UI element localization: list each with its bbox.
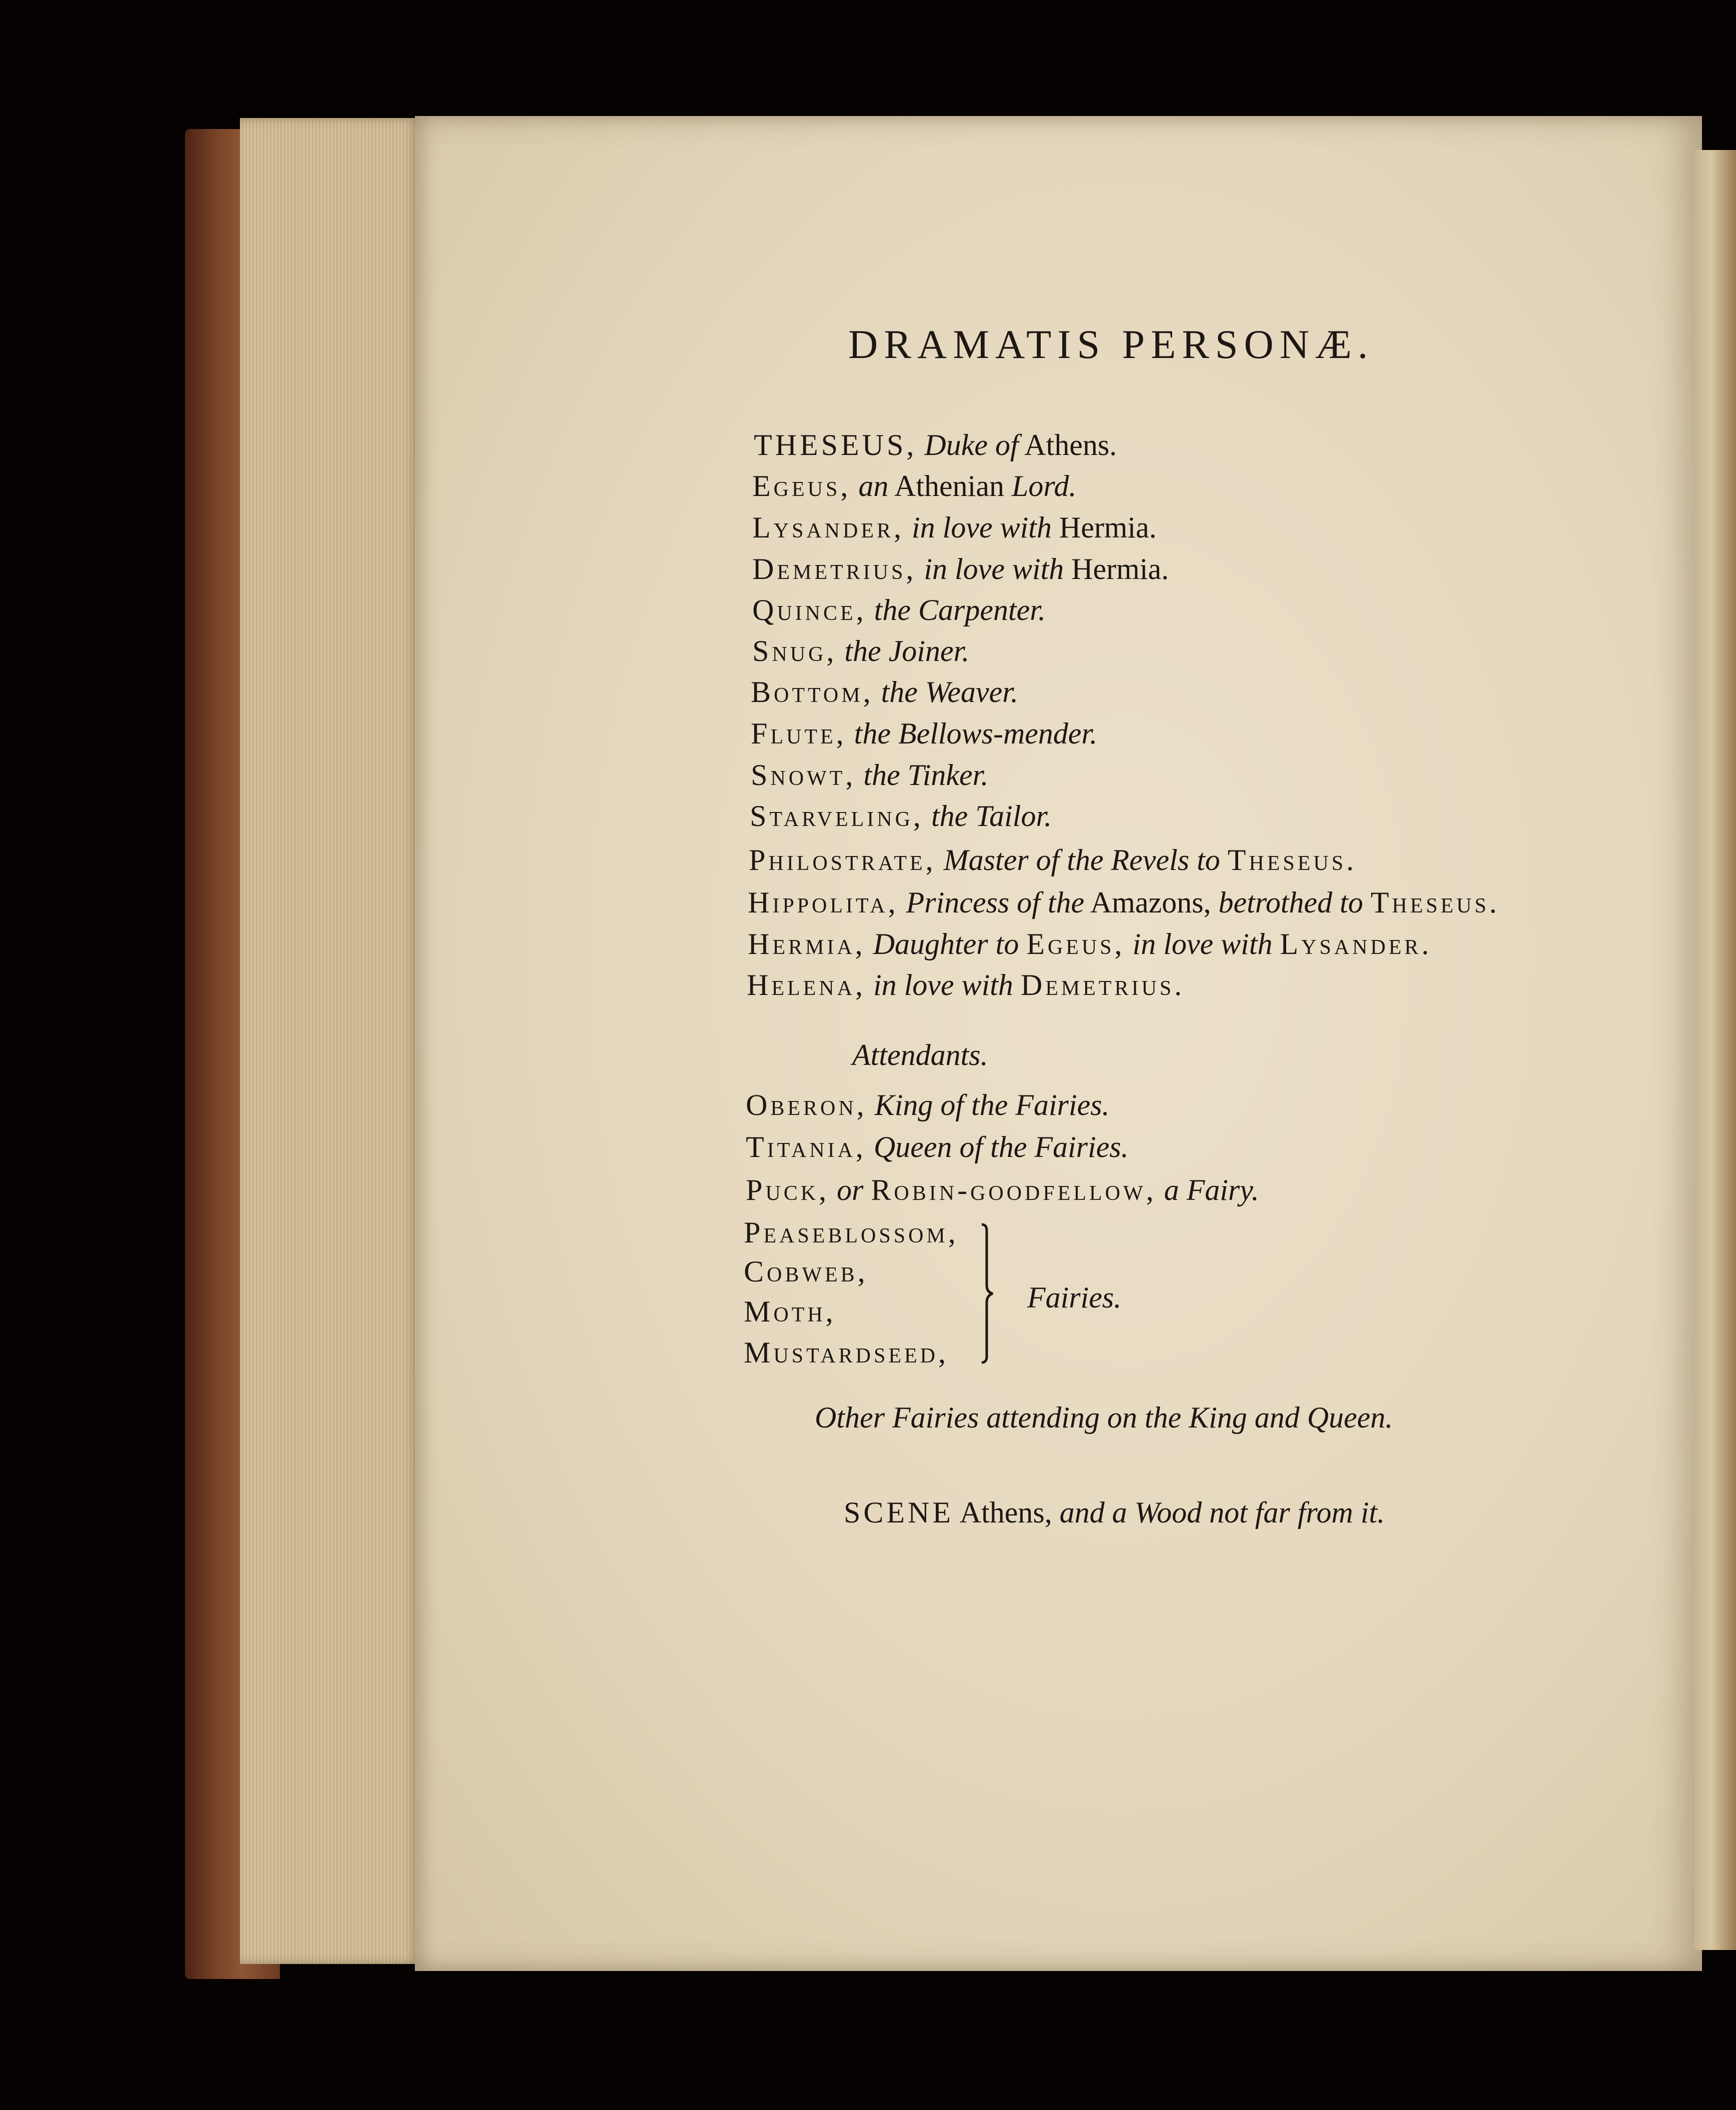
person-line: Flute, the Bellows-mender. <box>751 717 1098 750</box>
group-brace <box>980 1222 1000 1365</box>
person-line: Hermia, Daughter to Egeus, in love with Lysander. <box>748 928 1432 960</box>
attendants-heading: Attendants. <box>852 1038 988 1072</box>
person-line: Quince, the Carpenter. <box>752 594 1046 626</box>
scene-line: SCENE Athens, and a Wood not far from it. <box>844 1496 1385 1529</box>
group-member: Moth, <box>744 1295 836 1328</box>
person-line: Starveling, the Tailor. <box>750 800 1052 832</box>
group-member: Peaseblossom, <box>744 1216 959 1249</box>
person-line: Snowt, the Tinker. <box>751 758 989 792</box>
person-line: Hippolita, Princess of the Amazons, betrothed to Theseus. <box>748 886 1500 919</box>
person-line: Helena, in love with Demetrius. <box>747 968 1185 1002</box>
group-member: Cobweb, <box>744 1255 868 1288</box>
fairy-line: Titania, Queen of the Fairies. <box>746 1130 1129 1164</box>
person-line: Egeus, an Athenian Lord. <box>752 470 1077 502</box>
person-line: Snug, the Joiner. <box>752 634 970 668</box>
other-fairies-line: Other Fairies attending on the King and Queen. <box>815 1401 1393 1434</box>
person-line: THESEUS, Duke of Athens. <box>754 428 1117 462</box>
group-label: Fairies. <box>1027 1281 1122 1314</box>
page-title: DRAMATIS PERSONÆ. <box>848 322 1374 367</box>
person-line: Bottom, the Weaver. <box>751 676 1018 708</box>
person-line: Demetrius, in love with Hermia. <box>752 552 1169 586</box>
page-block-edge <box>240 118 420 1964</box>
person-line: Philostrate, Master of the Revels to Theseus. <box>749 844 1357 876</box>
facing-page-edge <box>1695 150 1736 1950</box>
fairy-line: Oberon, King of the Fairies. <box>746 1088 1110 1122</box>
group-member: Mustardseed, <box>744 1336 949 1369</box>
fairy-line: Puck, or Robin-goodfellow, a Fairy. <box>746 1174 1259 1206</box>
person-line: Lysander, in love with Hermia. <box>752 511 1157 544</box>
book-page <box>415 116 1702 1971</box>
